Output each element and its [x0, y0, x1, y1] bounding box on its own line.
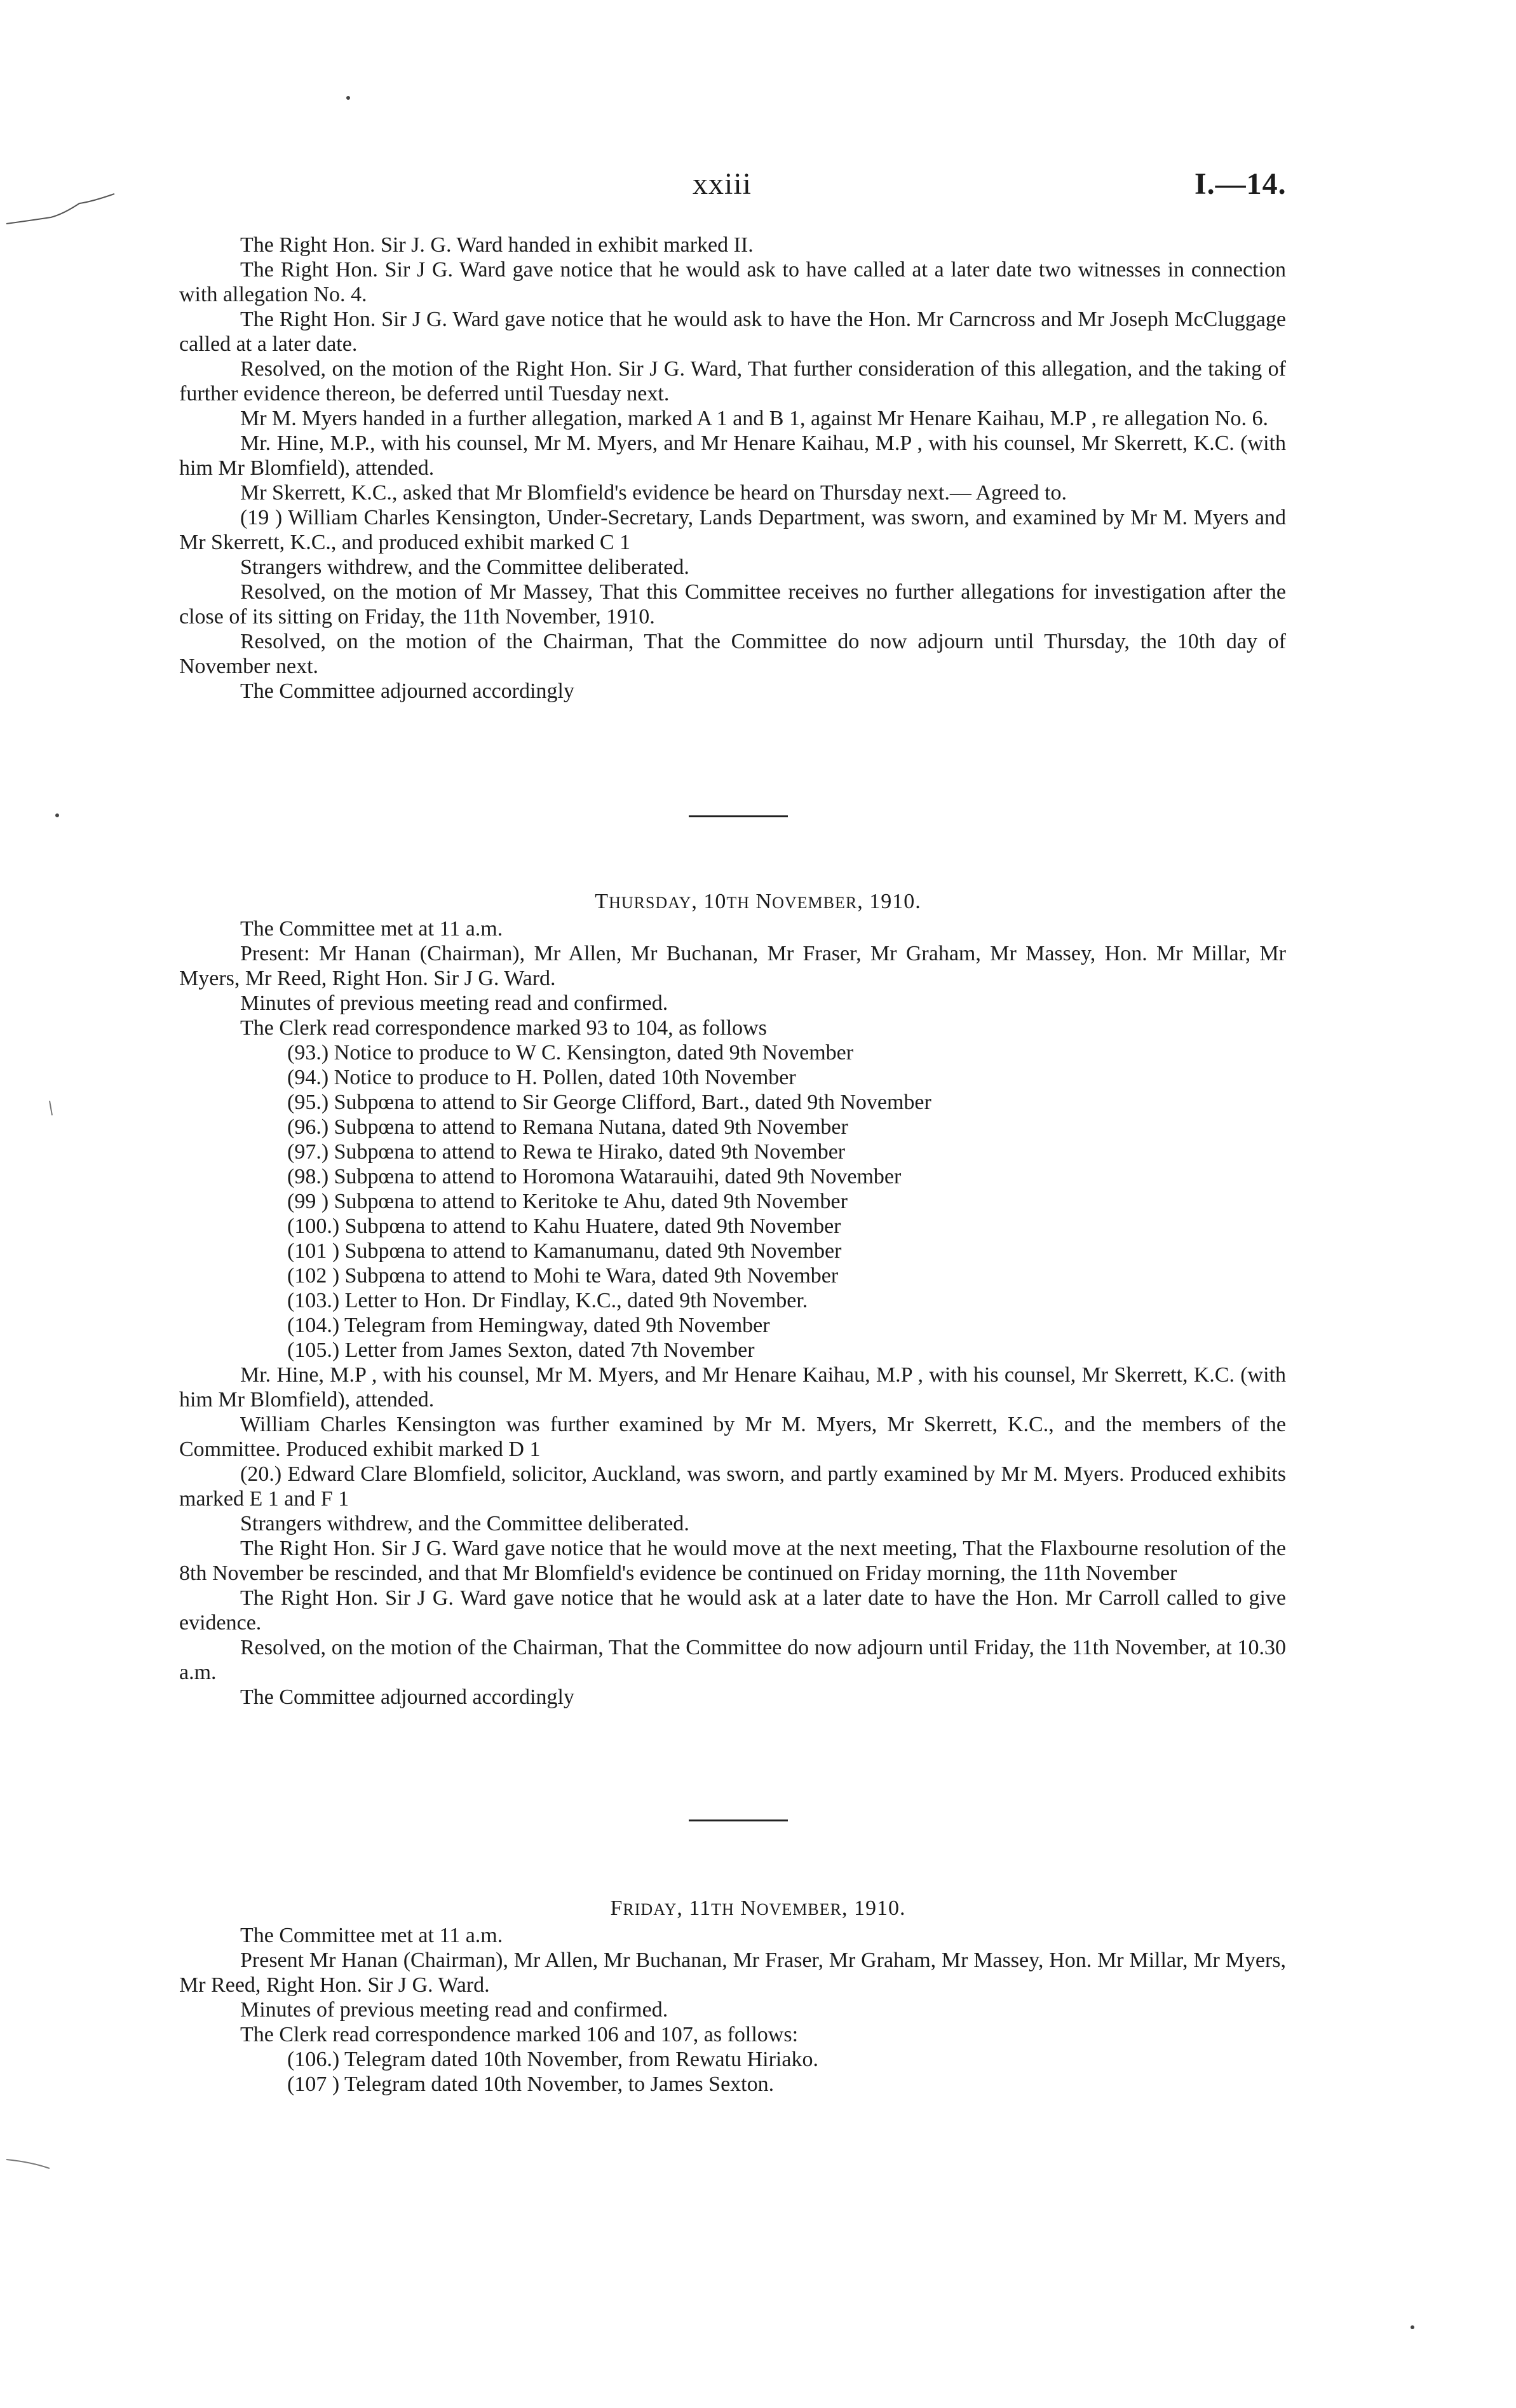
paragraph: Mr. Hine, M.P., with his counsel, Mr M. Myers, and Mr Henare Kaihau, M.P , with his counsel, Mr Skerrett, K.C. (with him Mr Blomfield), attended. [179, 432, 1286, 480]
paragraph: The Committee met at 11 a.m. [240, 917, 503, 941]
list-item: (103.) Letter to Hon. Dr Findlay, K.C., dated 9th November. [287, 1289, 808, 1312]
list-item: (96.) Subpœna to attend to Remana Nutana, dated 9th November [287, 1115, 848, 1139]
section-divider [689, 1820, 788, 1821]
list-item: (100.) Subpœna to attend to Kahu Huatere, dated 9th November [287, 1214, 841, 1238]
paragraph: Strangers withdrew, and the Committee deliberated. [240, 555, 689, 579]
speck-mark [55, 813, 59, 817]
paragraph: The Right Hon. Sir J G. Ward gave notice that he would ask to have called at a later date two witnesses in connection with allegation No. 4. [179, 258, 1286, 306]
paragraph: Minutes of previous meeting read and confirmed. [240, 1998, 668, 2022]
paragraph: Mr Skerrett, K.C., asked that Mr Blomfield's evidence be heard on Thursday next.— Agreed to. [240, 481, 1067, 505]
list-item: (99 ) Subpœna to attend to Keritoke te Ahu, dated 9th November [287, 1190, 848, 1213]
paragraph: Resolved, on the motion of Mr Massey, That this Committee receives no further allegations for investigation after the close of its sitting on Friday, the 11th November, 1910. [179, 580, 1286, 629]
paragraph: Strangers withdrew, and the Committee deliberated. [240, 1512, 689, 1535]
paragraph: The Committee adjourned accordingly [240, 679, 574, 703]
section-proceedings-continued [179, 233, 1286, 704]
margin-scribble-mark [6, 2160, 50, 2168]
paragraph: The Right Hon. Sir J G. Ward gave notice that he would move at the next meeting, That the Flaxbourne resolution of the 8th November be rescinded, and that Mr Blomfield's evidence be continued on Friday morning, the 11th November [179, 1537, 1286, 1585]
paragraph: Resolved, on the motion of the Right Hon. Sir J G. Ward, That further consideration of this allegation, and the taking of further evidence thereon, be deferred until Tuesday next. [179, 357, 1286, 405]
paragraph: William Charles Kensington was further examined by Mr M. Myers, Mr Skerrett, K.C., and the members of the Committee. Produced exhibit marked D 1 [179, 1413, 1286, 1461]
date-heading-friday: FRIDAY, 11TH NOVEMBER, 1910. [610, 1896, 906, 1920]
list-item: (101 ) Subpœna to attend to Kamanumanu, dated 9th November [287, 1239, 842, 1263]
document-reference: I.—14. [1195, 167, 1287, 201]
paragraph: Present: Mr Hanan (Chairman), Mr Allen, Mr Buchanan, Mr Fraser, Mr Graham, Mr Massey, Hon. Mr Millar, Mr Myers, Mr Reed, Right Hon. Sir J G. Ward. [179, 942, 1286, 990]
list-item: (97.) Subpœna to attend to Rewa te Hirako, dated 9th November [287, 1140, 846, 1164]
list-item: (94.) Notice to produce to H. Pollen, dated 10th November [287, 1066, 796, 1089]
paragraph: The Clerk read correspondence marked 106 and 107, as follows: [240, 2023, 799, 2046]
section-friday-meeting [179, 1923, 1286, 2097]
section-thursday-meeting [179, 916, 1286, 1710]
speck-mark [346, 96, 350, 100]
correspondence-list [179, 2047, 1286, 2097]
paragraph: Mr M. Myers handed in a further allegation, marked A 1 and B 1, against Mr Henare Kaihau, M.P , re allegation No. 6. [240, 407, 1269, 430]
paragraph: Resolved, on the motion of the Chairman, That the Committee do now adjourn until Friday, the 11th November, at 10.30 a.m. [179, 1636, 1286, 1684]
paragraph: The Right Hon. Sir J G. Ward gave notice that he would ask to have the Hon. Mr Carncross and Mr Joseph McCluggage called at a later date. [179, 308, 1286, 356]
list-item: (107 ) Telegram dated 10th November, to James Sexton. [287, 2072, 775, 2096]
paragraph: Present Mr Hanan (Chairman), Mr Allen, Mr Buchanan, Mr Fraser, Mr Graham, Mr Massey, Hon. Mr Millar, Mr Myers, Mr Reed, Right Hon. Sir J G. Ward. [179, 1949, 1286, 1997]
paragraph: The Right Hon. Sir J G. Ward gave notice that he would ask at a later date to have the Hon. Mr Carroll called to give evidence. [179, 1586, 1286, 1635]
list-item: (95.) Subpœna to attend to Sir George Clifford, Bart., dated 9th November [287, 1091, 931, 1114]
list-item: (106.) Telegram dated 10th November, from Rewatu Hiriako. [287, 2048, 818, 2071]
list-item: (104.) Telegram from Hemingway, dated 9th November [287, 1314, 770, 1337]
page-number: xxiii [693, 167, 752, 201]
correspondence-list [179, 1040, 1286, 1363]
paragraph: (20.) Edward Clare Blomfield, solicitor, Auckland, was sworn, and partly examined by Mr M. Myers. Produced exhibits marked E 1 and F 1 [179, 1462, 1286, 1511]
paragraph: Mr. Hine, M.P , with his counsel, Mr M. Myers, and Mr Henare Kaihau, M.P , with his counsel, Mr Skerrett, K.C. (with him Mr Blomfield), attended. [179, 1363, 1286, 1411]
date-heading-thursday: THURSDAY, 10TH NOVEMBER, 1910. [595, 890, 921, 913]
paragraph: The Committee adjourned accordingly [240, 1685, 574, 1709]
paragraph: Resolved, on the motion of the Chairman, That the Committee do now adjourn until Thursday, the 10th day of November next. [179, 630, 1286, 678]
section-divider [689, 815, 788, 817]
paragraph: Minutes of previous meeting read and confirmed. [240, 991, 668, 1015]
list-item: (105.) Letter from James Sexton, dated 7th November [287, 1338, 755, 1362]
paragraph: (19 ) William Charles Kensington, Under-Secretary, Lands Department, was sworn, and examined by Mr M. Myers and Mr Skerrett, K.C., and produced exhibit marked C 1 [179, 506, 1286, 554]
paragraph: The Right Hon. Sir J. G. Ward handed in exhibit marked II. [240, 233, 754, 257]
list-item: (93.) Notice to produce to W C. Kensington, dated 9th November [287, 1041, 854, 1065]
list-item: (102 ) Subpœna to attend to Mohi te Wara, dated 9th November [287, 1264, 839, 1288]
margin-scribble-mark [6, 194, 114, 224]
paragraph: The Clerk read correspondence marked 93 to 104, as follows [240, 1016, 767, 1040]
margin-tick-mark [50, 1101, 52, 1115]
list-item: (98.) Subpœna to attend to Horomona Watarauihi, dated 9th November [287, 1165, 902, 1188]
paragraph: The Committee met at 11 a.m. [240, 1924, 503, 1947]
speck-mark [1411, 2325, 1414, 2329]
